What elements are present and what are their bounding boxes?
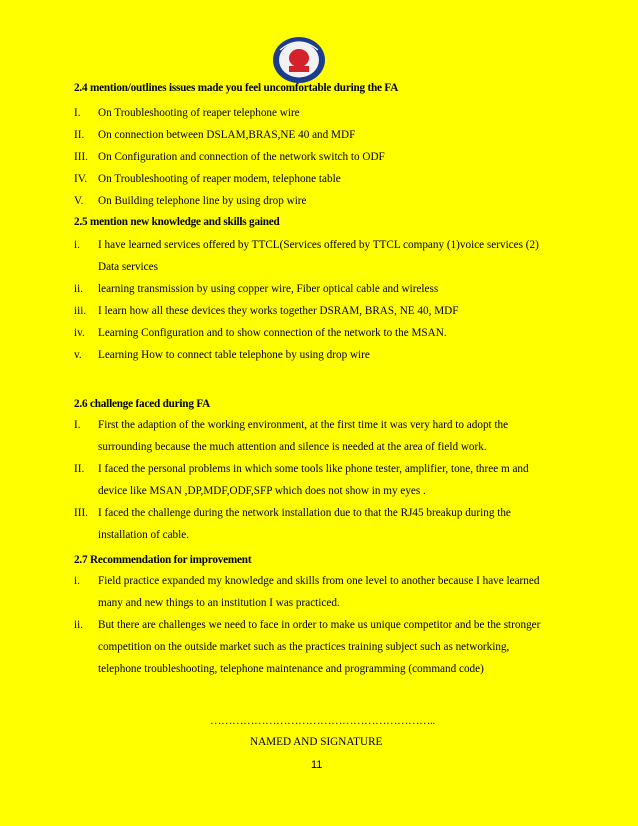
section-heading: 2.6 challenge faced during FA bbox=[74, 398, 211, 410]
list-marker: III. bbox=[74, 507, 88, 519]
list-item-continuation: telephone troubleshooting, telephone maintenance and programming (command code) bbox=[98, 663, 484, 675]
list-item bbox=[74, 168, 574, 190]
list-item-continuation: device like MSAN ,DP,MDF,ODF,SFP which does not show in my eyes . bbox=[98, 485, 426, 497]
list-item-text: Learning How to connect table telephone by using drop wire bbox=[98, 349, 370, 361]
list-item-text: First the adaption of the working environment, at the first time it was very hard to adopt the bbox=[98, 419, 509, 431]
list-item-text: learning transmission by using copper wire, Fiber optical cable and wireless bbox=[98, 283, 439, 295]
list-item bbox=[74, 344, 574, 366]
list-item bbox=[74, 102, 574, 124]
list-item bbox=[74, 124, 574, 146]
list-item bbox=[74, 234, 574, 278]
list-item bbox=[74, 414, 574, 458]
signature-line: …………………………………………………….. bbox=[210, 715, 435, 727]
list-item-text: But there are challenges we need to face in order to make us unique competitor and be the stronger bbox=[98, 619, 541, 631]
institution-seal-logo bbox=[272, 36, 326, 84]
list-item bbox=[74, 502, 574, 546]
list-marker: III. bbox=[74, 151, 88, 163]
list-marker: v. bbox=[74, 349, 82, 361]
section-2-7 bbox=[74, 552, 574, 680]
list-item-text: I faced the challenge during the network installation due to that the RJ45 breakup during the bbox=[98, 507, 511, 519]
list-marker: i. bbox=[74, 575, 80, 587]
list-item bbox=[74, 570, 574, 614]
list-item bbox=[74, 190, 574, 212]
list-item-text: Field practice expanded my knowledge and skills from one level to another because I have learned bbox=[98, 575, 540, 587]
list-item-text: Learning Configuration and to show connection of the network to the MSAN. bbox=[98, 327, 447, 339]
list-item-continuation: many and new things to an institution I was practiced. bbox=[98, 597, 340, 609]
list-marker: I. bbox=[74, 419, 81, 431]
list-item bbox=[74, 458, 574, 502]
list-marker: I. bbox=[74, 107, 81, 119]
list-marker: II. bbox=[74, 463, 85, 475]
list-marker: iv. bbox=[74, 327, 85, 339]
list-item-continuation: surrounding because the much attention and silence is needed at the area of field work. bbox=[98, 441, 487, 453]
list-marker: i. bbox=[74, 239, 80, 251]
list-item-text: On Troubleshooting of reaper telephone wire bbox=[98, 107, 300, 119]
list-item-continuation: Data services bbox=[98, 261, 158, 273]
list-item bbox=[74, 614, 574, 680]
list-item-text: I learn how all these devices they works together DSRAM, BRAS, NE 40, MDF bbox=[98, 305, 459, 317]
list-item-text: On Configuration and connection of the network switch to ODF bbox=[98, 151, 385, 163]
list-marker: ii. bbox=[74, 619, 84, 631]
list-marker: iii. bbox=[74, 305, 87, 317]
page-number: 11 bbox=[311, 759, 323, 771]
section-2-5 bbox=[74, 214, 574, 366]
list-item-text: On Building telephone line by using drop wire bbox=[98, 195, 307, 207]
list-marker: II. bbox=[74, 129, 85, 141]
list-item-continuation: installation of cable. bbox=[98, 529, 190, 541]
section-heading: 2.7 Recommendation for improvement bbox=[74, 554, 252, 566]
list-item-text: I have learned services offered by TTCL(Services offered by TTCL company (1)voice services (2) bbox=[98, 239, 539, 251]
list-item bbox=[74, 278, 574, 300]
list-item-continuation: competition on the outside market such as the practices training subject such as networking, bbox=[98, 641, 510, 653]
list-item bbox=[74, 146, 574, 168]
signature-label: NAMED AND SIGNATURE bbox=[250, 736, 383, 748]
list-marker: IV. bbox=[74, 173, 88, 185]
section-2-6 bbox=[74, 396, 574, 546]
list-item bbox=[74, 322, 574, 344]
list-marker: V. bbox=[74, 195, 84, 207]
list-item-text: I faced the personal problems in which some tools like phone tester, amplifier, tone, three m and bbox=[98, 463, 529, 475]
list-item-text: On Troubleshooting of reaper modem, telephone table bbox=[98, 173, 341, 185]
list-item bbox=[74, 300, 574, 322]
list-item-text: On connection between DSLAM,BRAS,NE 40 and MDF bbox=[98, 129, 356, 141]
section-heading: 2.5 mention new knowledge and skills gained bbox=[74, 216, 280, 228]
section-heading: 2.4 mention/outlines issues made you feel uncomfortable during the FA bbox=[74, 82, 399, 94]
list-marker: ii. bbox=[74, 283, 84, 295]
section-2-4 bbox=[74, 80, 574, 212]
